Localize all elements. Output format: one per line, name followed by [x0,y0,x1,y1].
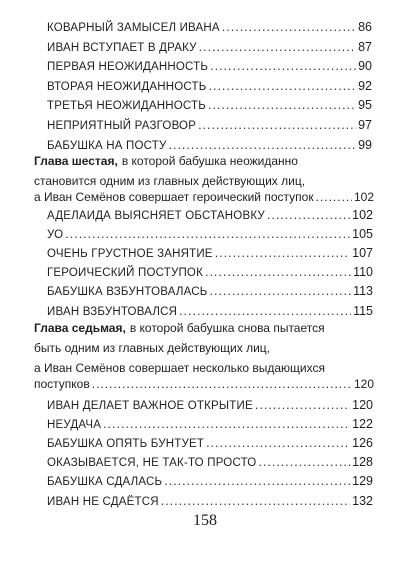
dot-leader [258,454,350,470]
toc-entry-page: 126 [352,436,373,451]
toc-entry [47,435,373,452]
toc-entry-title: БАБУШКА СДАЛАСЬ [47,476,163,489]
toc-entry-page: 132 [352,493,373,508]
toc-entry-page: 115 [353,303,373,318]
toc-entry [47,303,373,320]
toc-entry-title: АДЕЛАИДА ВЫЯСНЯЕТ ОБСТАНОВКУ [47,210,265,222]
toc-entry-page: 99 [358,137,372,152]
toc-entry [47,97,372,114]
dot-leader [179,303,351,319]
chapter7-line2: быть одним из главных действующих лиц, [34,341,271,355]
dot-leader [169,137,357,153]
toc-entry-page: 113 [353,284,373,299]
toc-entry [47,226,373,243]
toc-entry [47,39,372,56]
toc-entry [47,416,373,433]
toc-entry [47,117,372,134]
toc-entry [47,245,373,262]
toc-entry [47,264,373,281]
toc-entry-page: 122 [352,417,373,432]
chapter7-heading [34,320,374,396]
chapter6-label: Глава шестая, [34,154,118,168]
dot-leader [210,58,356,74]
toc-entry-page: 120 [352,398,373,412]
toc-entry-page: 90 [358,59,372,74]
chapter7-page: 120 [353,377,374,391]
toc-entry-title: ГЕРОИЧЕСКИЙ ПОСТУПОК [47,267,203,280]
chapter6-page: 102 [353,190,374,204]
chapter7-line4: поступков [34,377,90,391]
toc-entry [47,397,373,414]
toc-entry [47,19,372,36]
toc-entry-title: БАБУШКА ВЗБУНТОВАЛАСЬ [47,286,208,299]
toc-entry-page: 105 [352,227,373,242]
toc-entry [47,207,373,224]
toc-entry [47,58,372,75]
dot-leader [103,416,350,432]
dot-leader [161,493,350,509]
toc-entry-title: ИВАН НЕ СДАЁТСЯ [47,495,159,508]
dot-leader [316,189,352,205]
toc-entry-page: 129 [352,474,373,489]
chapter7-line3: а Иван Семёнов совершает несколько выдающихся [34,361,325,375]
dot-leader [65,226,350,242]
toc-entry [47,473,373,490]
toc-entry-page: 110 [353,265,373,280]
toc-entry-page: 95 [358,98,372,113]
dot-leader [206,435,350,451]
chapter7-line1: в которой бабушка снова пытается [129,321,325,335]
dot-leader [208,97,356,113]
toc-entry-title: КОВАРНЫЙ ЗАМЫСЕЛ ИВАНА [47,22,220,34]
toc-entry [47,78,372,95]
dot-leader [215,245,350,261]
dot-leader [164,473,350,489]
toc-entry-title: ВТОРАЯ НЕОЖИДАННОСТЬ [47,80,207,93]
dot-leader [92,376,352,392]
toc-entry-title: ИВАН ВЗБУНТОВАЛСЯ [47,305,178,318]
chapter6-line1: в которой бабушка неожиданно [121,154,298,168]
toc-entry-page: 87 [358,39,372,54]
toc-entry-title: ТРЕТЬЯ НЕОЖИДАННОСТЬ [47,100,206,113]
toc-entry-page: 107 [352,246,373,261]
toc-entry-title: НЕУДАЧА [47,419,102,432]
toc-entry [47,137,372,154]
chapter6-line2: становится одним из главных действующих лиц, [34,174,306,188]
dot-leader [205,264,351,280]
chapter6-heading [34,153,374,209]
toc-entry-title: ПЕРВАЯ НЕОЖИДАННОСТЬ [47,61,209,74]
toc-entry-page: 92 [358,78,372,93]
page-number: 158 [193,512,217,529]
dot-leader [222,19,356,35]
toc-entry-title: БАБУШКА НА ПОСТУ [47,139,167,152]
toc-entry-page: 97 [358,118,372,132]
dot-leader [209,283,351,299]
toc-entry-page: 102 [352,208,373,222]
chapter6-line3: а Иван Семёнов совершает героический поступок [34,190,314,204]
dot-leader [209,78,357,94]
toc-entry-page: 86 [358,20,372,34]
toc-entry-title: БАБУШКА ОПЯТЬ БУНТУЕТ [47,438,205,451]
toc-entry-title: ОКАЗЫВАЕТСЯ, НЕ ТАК-ТО ПРОСТО [47,457,257,470]
toc-entry-title: УО [47,229,64,242]
toc-entry [47,454,373,471]
dot-leader [267,207,350,223]
dot-leader [198,117,356,133]
toc-entry-title: НЕПРИЯТНЫЙ РАЗГОВОР [47,120,197,132]
toc-entry-title: ОЧЕНЬ ГРУСТНОЕ ЗАНЯТИЕ [47,248,213,261]
toc-entry-page: 128 [352,455,373,470]
dot-leader [255,397,350,413]
toc-entry [47,283,373,300]
dot-leader [199,39,356,55]
toc-entry-title: ИВАН ДЕЛАЕТ ВАЖНОЕ ОТКРЫТИЕ [47,400,253,412]
toc-entry-title: ИВАН ВСТУПАЕТ В ДРАКУ [47,41,197,54]
chapter7-label: Глава седьмая, [34,321,126,335]
toc-entry [47,493,373,510]
